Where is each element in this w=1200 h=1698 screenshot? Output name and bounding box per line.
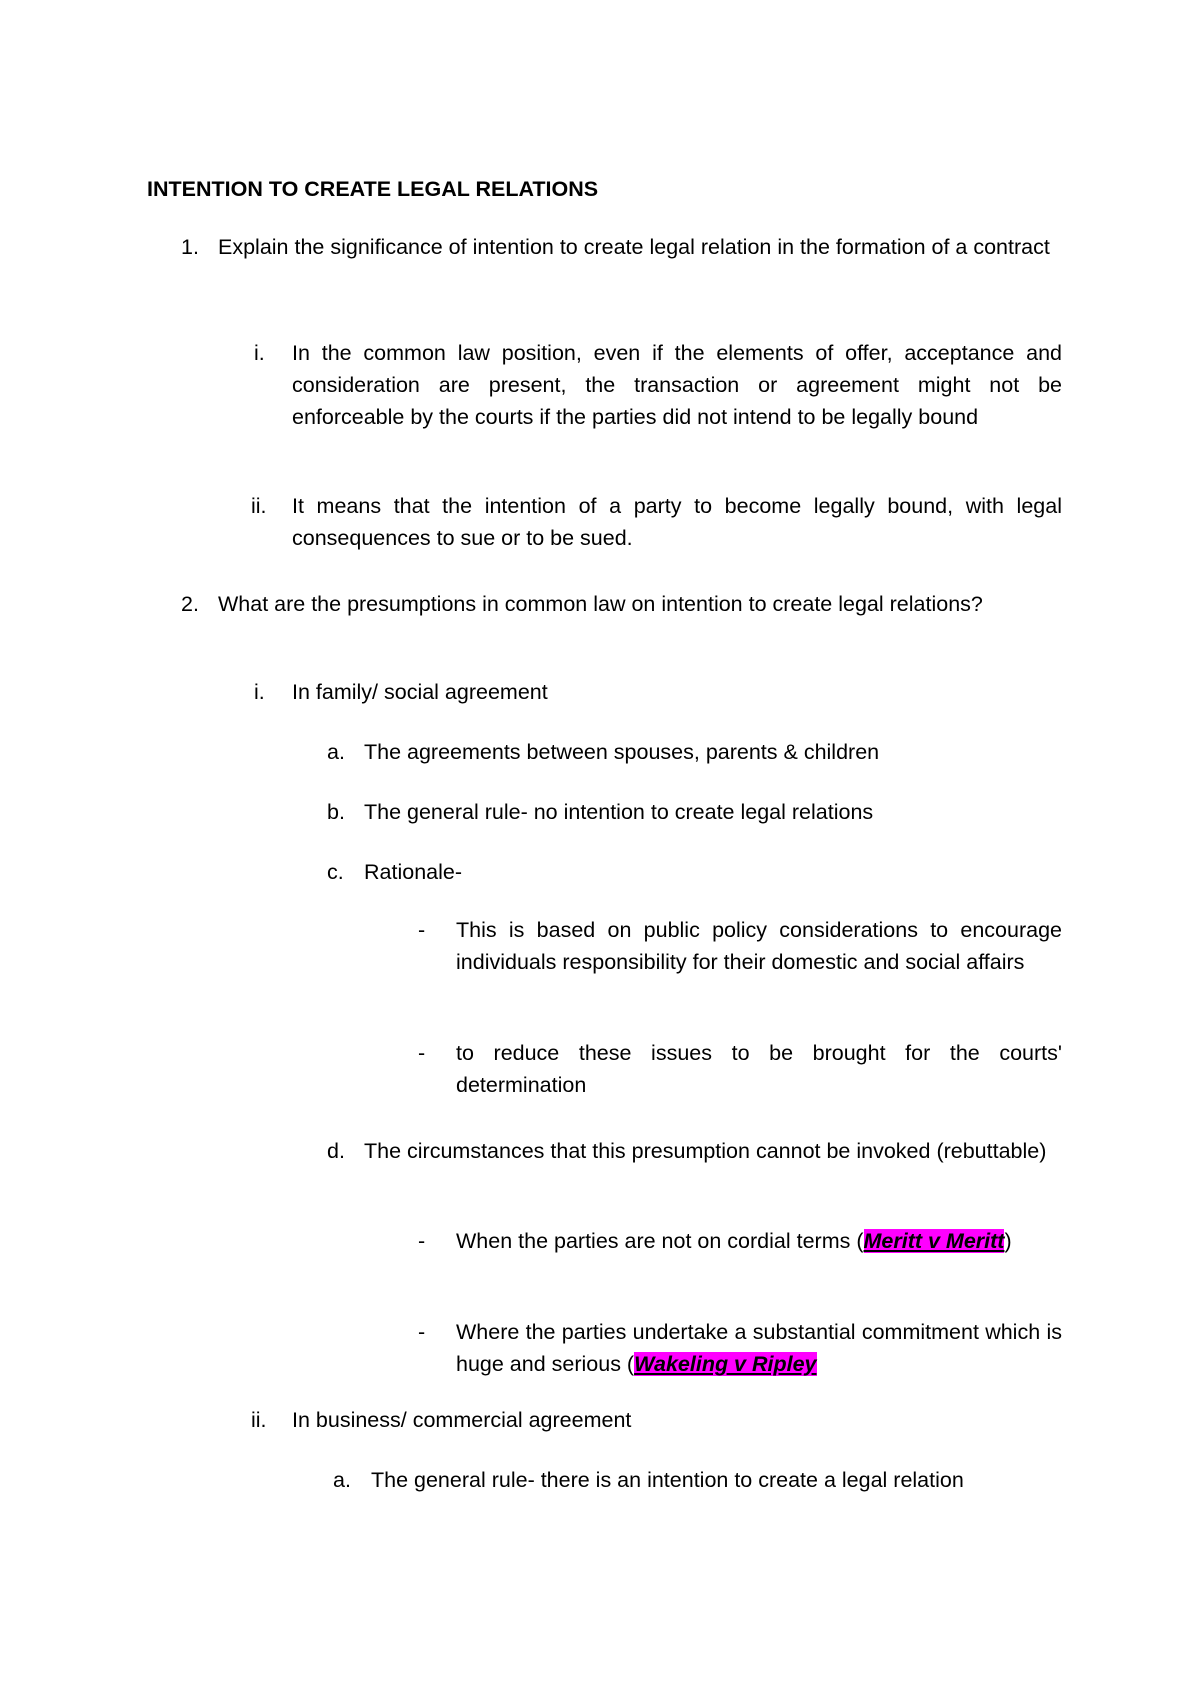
q2-i-d-dash-2: - [418, 1320, 426, 1344]
q2-ii-text: In business/ commercial agreement [292, 1408, 632, 1432]
q2-i-b-text: The general rule- no intention to create legal relations [364, 800, 874, 824]
q2-ii-a-letter: a. [333, 1468, 351, 1492]
q2-i-b-letter: b. [327, 800, 345, 824]
q2-i-a-text: The agreements between spouses, parents & children [364, 740, 880, 764]
q2-i-c-text: Rationale- [364, 860, 462, 884]
q2-i-c-dash-1: - [418, 918, 426, 942]
q2-number: 2. [181, 592, 199, 616]
q2-ii-numeral: ii. [251, 1408, 267, 1432]
q2-i-d-dash-1-text [456, 1225, 1062, 1257]
q2-i-numeral: i. [254, 680, 265, 704]
q2-i-c-dash-2: - [418, 1041, 426, 1065]
q2-i-a-letter: a. [327, 740, 345, 764]
q2-i-d-dash-2-text [456, 1316, 1062, 1380]
case-citation-meritt: Meritt v Meritt [863, 1229, 1005, 1253]
q2-text: What are the presumptions in common law on intention to create legal relations? [218, 592, 983, 616]
closing-paren: ) [1004, 1229, 1012, 1253]
q1-i-numeral: i. [254, 341, 265, 365]
q2-ii-a-text: The general rule- there is an intention to create a legal relation [371, 1468, 964, 1492]
q1-text: Explain the significance of intention to create legal relation in the formation of a contract [218, 235, 1050, 259]
case-citation-wakeling: Wakeling v Ripley [634, 1352, 817, 1376]
substantial-commitment-text: Where the parties undertake a substantial commitment which is huge and serious ( [456, 1320, 1062, 1376]
q1-ii-numeral: ii. [251, 494, 267, 518]
q2-i-c-dash-1-text: This is based on public policy considerations to encourage individuals responsibility for their domestic and social affairs [456, 918, 1062, 974]
document-title: INTENTION TO CREATE LEGAL RELATIONS [147, 177, 599, 201]
q1-i-text: In the common law position, even if the elements of offer, acceptance and consideration are present, the transaction or agreement might not be enforceable by the courts if the parties did not intend to be legally bound [292, 341, 1062, 429]
cordial-terms-text: When the parties are not on cordial terms ( [456, 1229, 864, 1253]
q1-ii-text: It means that the intention of a party to become legally bound, with legal consequences to sue or to be sued. [292, 494, 1062, 550]
q2-i-d-dash-1: - [418, 1229, 426, 1253]
q2-i-c-dash-2-text: to reduce these issues to be brought for the courts' determination [456, 1041, 1062, 1097]
q2-i-text: In family/ social agreement [292, 680, 548, 704]
q2-i-c-letter: c. [327, 860, 344, 884]
q2-i-d-letter: d. [327, 1139, 345, 1163]
q2-i-d-text: The circumstances that this presumption cannot be invoked (rebuttable) [364, 1139, 1047, 1163]
q1-number: 1. [181, 235, 199, 259]
